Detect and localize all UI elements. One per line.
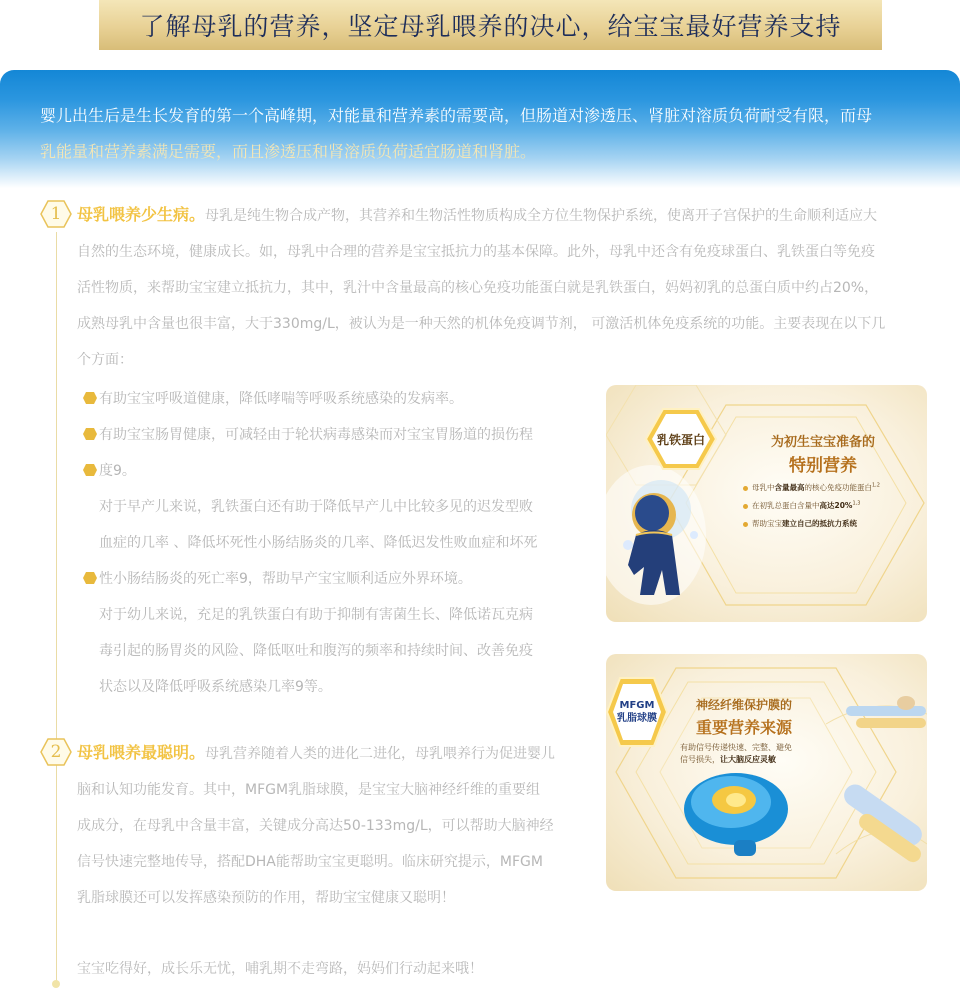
intro-panel	[0, 70, 960, 188]
section-1-line: 个方面：	[77, 352, 133, 368]
card-2-desc-line-1: 有助信号传递快速、完整、避免	[680, 743, 792, 752]
bullet-text: 血症的几率 、降低坏死性小肠结肠炎的几率、降低迟发性败血症和坏死	[99, 535, 538, 551]
lactoferrin-card	[606, 385, 927, 622]
section-1-line: 活性物质，来帮助宝宝建立抵抗力，其中，乳汁中含量最高的核心免疫功能蛋白就是乳铁蛋白，妈妈初乳的总蛋白质中约占20%，	[77, 280, 879, 296]
intro-line-1: 婴儿出生后是生长发育的第一个高峰期，对能量和营养素的需要高，但肠道对渗透压、肾脏对溶质负荷耐受有限，而母	[40, 106, 873, 125]
section-1-line: 成熟母乳中含量也很丰富，大于330mg/L，被认为是一种天然的机体免疫调节剂， 可激活机体免疫系统的功能。主要表现在以下几	[77, 316, 886, 332]
section-2-number: 2	[50, 742, 62, 762]
page-title: 了解母乳的营养，坚定母乳喂养的决心，给宝宝最好营养支持	[139, 12, 842, 41]
section-1-line: 自然的生态环境，健康成长。如，母乳中合理的营养是宝宝抵抗力的基本保障。此外，母乳中还含有免疫球蛋白、乳铁蛋白等免疫	[77, 244, 875, 260]
bullet-text: 状态以及降低呼吸系统感染几率9等。	[99, 679, 332, 695]
card-2-desc-line-2: 信号损失，让大脑反应灵敏	[680, 755, 776, 764]
section-2-line: 脑和认知功能发育。其中，MFGM乳脂球膜，是宝宝大脑神经纤维的重要组	[77, 782, 541, 798]
bullet-text: 毒引起的肠胃炎的风险、降低呕吐和腹泻的频率和持续时间、改善免疫	[99, 643, 533, 659]
hexagon-bullet-icon	[82, 462, 98, 478]
mfgm-card	[606, 654, 927, 891]
intro-line-2: 乳能量和营养素满足需要，而且渗透压和肾溶质负荷适宜肠道和肾脏。	[40, 142, 537, 161]
title-banner	[99, 0, 882, 50]
section-1-badge	[40, 200, 72, 228]
mfgm-tag	[606, 676, 668, 748]
section-2-line: 乳脂球膜还可以发挥感染预防的作用，帮助宝宝健康又聪明！	[77, 890, 455, 906]
hexagon-bullet-icon	[82, 426, 98, 442]
bullet-text: 有助宝宝肠胃健康，可减轻由于轮状病毒感染而对宝宝胃肠道的损伤程	[99, 427, 533, 443]
lactoferrin-tag-label: 乳铁蛋白	[656, 432, 705, 447]
section-1-lead: 母乳喂养少生病。	[77, 205, 206, 224]
section-1-number: 1	[50, 204, 62, 224]
section-1-paragraph	[77, 197, 932, 378]
section-1-line: 母乳是纯生物合成产物，其营养和生物活性物质构成全方位生物保护系统，使离开子宫保护的生命顺利适应大	[205, 208, 878, 224]
section-2-paragraph	[77, 735, 587, 916]
card-1-item: 在初乳总蛋白含量中高达20%$^{1,3}$	[743, 500, 860, 511]
mfgm-tag-line-2: 乳脂球膜	[617, 713, 657, 724]
mfgm-tag-line-1: MFGM	[619, 700, 655, 711]
timeline-end-dot	[52, 980, 60, 988]
lactoferrin-tag	[644, 407, 718, 471]
bullet-text: 性小肠结肠炎的死亡率9，帮助早产宝宝顺利适应外界环境。	[99, 571, 472, 587]
bullet-text: 度9。	[99, 463, 136, 479]
section-2-line: 信号快速完整地传导，搭配DHA能帮助宝宝更聪明。临床研究提示，MFGM	[77, 854, 543, 870]
bullet-text: 对于幼儿来说，充足的乳铁蛋白有助于抑制有害菌生长、降低诺瓦克病	[99, 607, 533, 623]
card-1-item: 母乳中含量最高的核心免疫功能蛋白$^{1,2}$	[743, 482, 880, 493]
hexagon-bullet-icon	[82, 390, 98, 406]
card-2-subheading: 重要营养来源	[695, 718, 792, 737]
bullet-text: 对于早产儿来说，乳铁蛋白还有助于降低早产儿中比较多见的迟发型败	[99, 499, 533, 515]
section-2-line: 成成分，在母乳中含量丰富，关键成分高达50-133mg/L，可以帮助大脑神经	[77, 818, 554, 834]
section-2-lead: 母乳喂养最聪明。	[77, 743, 206, 762]
closing-text: 宝宝吃得好，成长乐无忧，哺乳期不走弯路，妈妈们行动起来哦！	[77, 961, 483, 977]
timeline-line	[56, 232, 57, 984]
section-2-badge	[40, 738, 72, 766]
card-2-heading: 神经纤维保护膜的	[695, 698, 792, 712]
hexagon-bullet-icon	[82, 570, 98, 586]
card-1-item: 帮助宝宝建立自己的抵抗力系统	[743, 518, 857, 529]
card-1-heading: 为初生宝宝准备的	[770, 435, 875, 450]
bullet-text: 有助宝宝呼吸道健康，降低哮喘等呼吸系统感染的发病率。	[99, 391, 463, 407]
section-2-line: 母乳营养随着人类的进化二进化，母乳喂养行为促进婴儿	[205, 746, 556, 762]
card-1-subheading: 特别营养	[789, 456, 857, 476]
